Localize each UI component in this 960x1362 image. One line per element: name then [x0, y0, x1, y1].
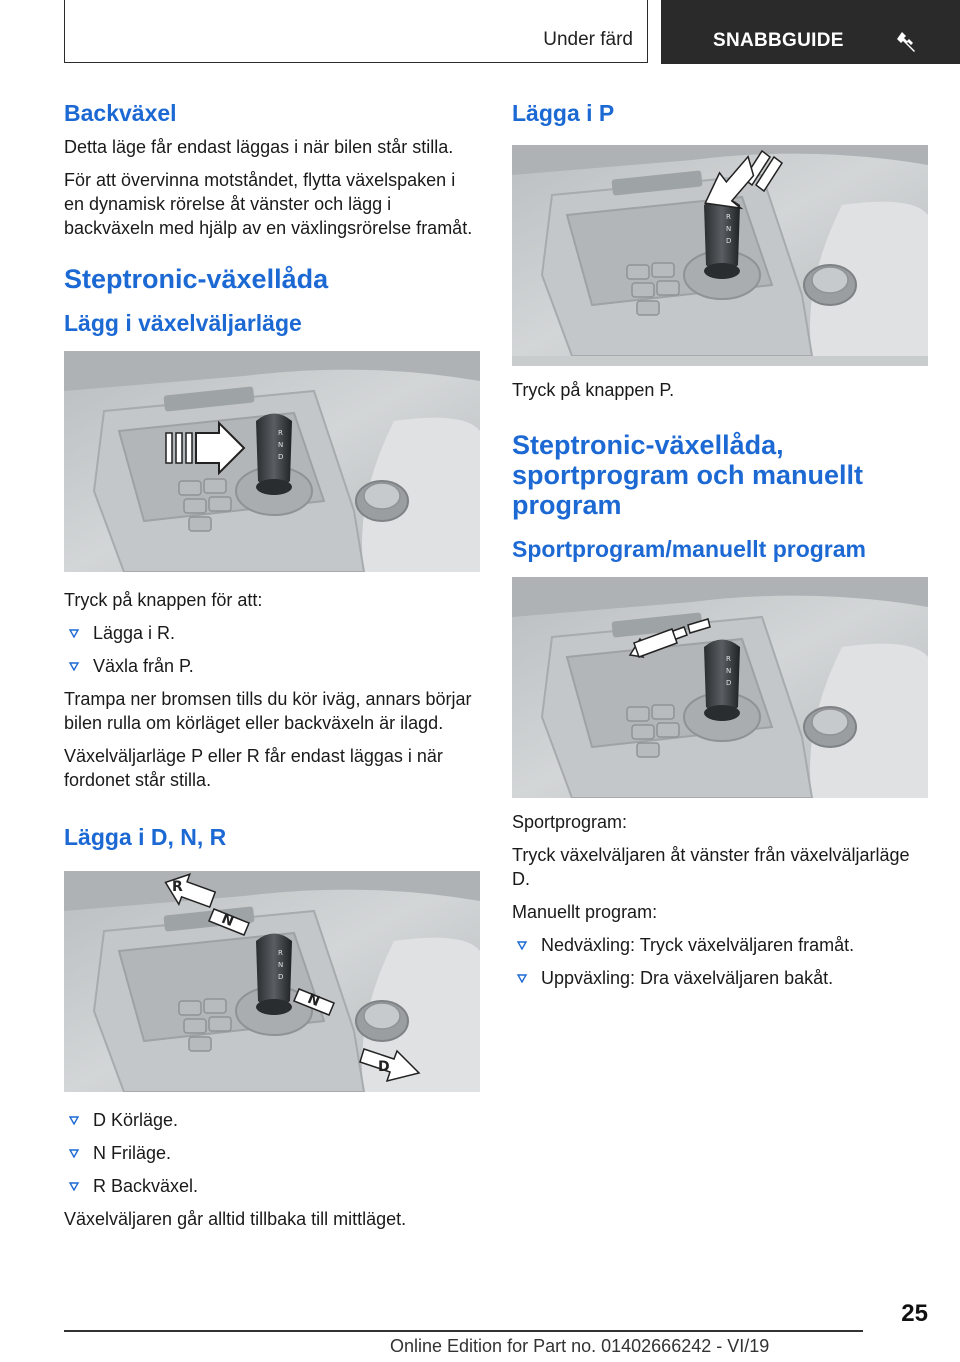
pushpin-icon	[894, 29, 918, 53]
right-column	[512, 100, 928, 999]
heading-lagga-i-dnr: Lägga i D, N, R	[64, 824, 227, 850]
label-r: R	[172, 879, 183, 895]
triangle-bullet-icon	[69, 1116, 79, 1125]
paragraph: Manuellt program:	[512, 902, 658, 922]
figure-button-press	[64, 351, 480, 572]
section-label: Under färd	[543, 29, 633, 50]
list-sport	[512, 933, 928, 990]
paragraph: Växelväljaren går alltid tillbaka till mittläget.	[64, 1209, 407, 1229]
heading-sportprogram-manuellt: Sportprogram/manuellt program	[512, 536, 866, 562]
heading-lagg-i-vaxelvaljarlage: Lägg i växelväljarläge	[64, 310, 302, 336]
label-n-upper: N	[219, 910, 236, 931]
figure-dnr	[64, 871, 480, 1092]
quick-guide-tab[interactable]	[661, 0, 960, 64]
paragraph: Tryck växelväljaren åt vänster från växelväljarläge D.	[512, 845, 910, 889]
list-item: D Körläge.	[64, 1108, 480, 1132]
paragraph: Detta läge får endast läggas i när bilen står stilla.	[64, 137, 454, 157]
triangle-bullet-icon	[69, 629, 79, 638]
list-item: Nedväxling: Tryck växelväljaren framåt.	[512, 933, 928, 957]
footer-divider	[64, 1330, 863, 1332]
label-d: D	[378, 1059, 390, 1075]
heading-sportprogram: Steptronic-växellåda, sportprogram och manuellt program	[512, 430, 864, 520]
page-header	[64, 0, 960, 64]
list-item: N Friläge.	[64, 1141, 480, 1165]
paragraph: Sportprogram:	[512, 812, 628, 832]
list-dnr	[64, 1108, 480, 1198]
lagg-intro: Tryck på knappen för att:	[64, 590, 263, 610]
left-column	[64, 100, 480, 1240]
paragraph: Växelväljarläge P eller R får endast läggas i när fordonet står stilla.	[64, 746, 443, 790]
list-item: R Backväxel.	[64, 1174, 480, 1198]
label-n-lower: N	[305, 990, 322, 1011]
footer-edition: Online Edition for Part no. 01402666242 - VI/19	[390, 1336, 770, 1356]
figure-sport-mode	[512, 577, 928, 798]
triangle-bullet-icon	[69, 662, 79, 671]
heading-backvaxel: Backväxel	[64, 100, 177, 126]
triangle-bullet-icon	[517, 941, 527, 950]
triangle-bullet-icon	[517, 974, 527, 983]
page-number: 25	[901, 1300, 928, 1327]
list-item: Uppväxling: Dra växelväljaren bakåt.	[512, 966, 928, 990]
list-item: Lägga i R.	[64, 621, 480, 645]
heading-steptronic: Steptronic-växellåda	[64, 264, 329, 294]
list-item: Växla från P.	[64, 654, 480, 678]
heading-lagga-i-p: Lägga i P	[512, 100, 615, 126]
figure-p-button	[512, 145, 928, 366]
triangle-bullet-icon	[69, 1182, 79, 1191]
paragraph: För att övervinna motståndet, flytta växelspaken i en dynamisk rörelse åt vänster och lägg i backväxeln med hjälp av en växlingsrörelse framåt.	[64, 170, 473, 238]
quick-guide-label: SNABBGUIDE	[713, 30, 844, 51]
paragraph: Trampa ner bromsen tills du kör iväg, annars börjar bilen rulla om körläget eller backväxeln är ilagd.	[64, 689, 472, 733]
list-lagg	[64, 621, 480, 678]
section-tab[interactable]	[64, 0, 648, 63]
triangle-bullet-icon	[69, 1149, 79, 1158]
p-text: Tryck på knappen P.	[512, 380, 675, 400]
